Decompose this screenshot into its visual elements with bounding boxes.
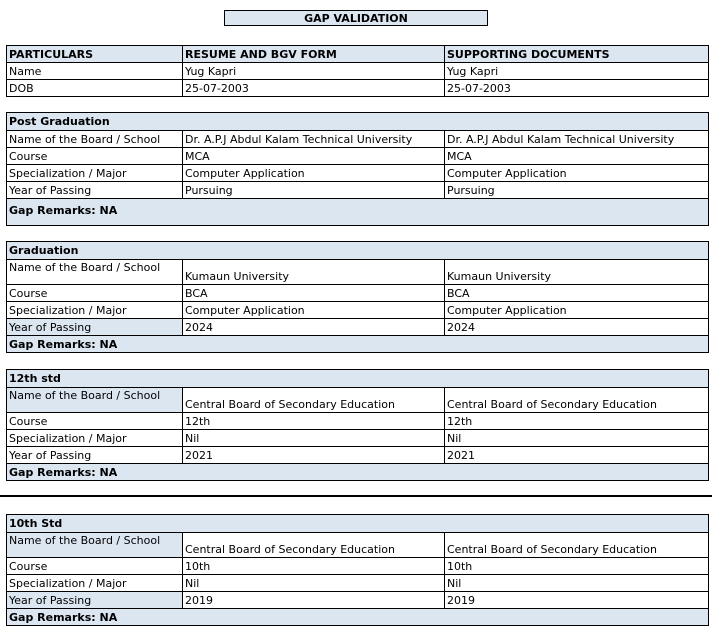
document-value: 25-07-2003 [445,80,709,97]
resume-value: Nil [183,430,445,447]
gap-remarks: Gap Remarks: NA [7,199,709,226]
row-label: Name of the Board / School [7,260,183,285]
resume-value: 12th [183,413,445,430]
document-value: 2024 [445,319,709,336]
row-label: Year of Passing [7,592,183,609]
table-row [7,388,709,413]
resume-value: Nil [183,575,445,592]
table-row [7,165,709,182]
section-post-graduation [6,112,709,226]
gap-remarks: Gap Remarks: NA [7,336,709,353]
table-row [7,447,709,464]
row-label: Year of Passing [7,182,183,199]
row-label: Course [7,413,183,430]
table-row [7,80,709,97]
table-row [7,63,709,80]
resume-value: 2024 [183,319,445,336]
row-label: Course [7,285,183,302]
row-label: Name [7,63,183,80]
section-title: Post Graduation [7,113,709,131]
section-10th-std [6,514,709,626]
gap-remarks: Gap Remarks: NA [7,609,709,626]
resume-value: Yug Kapri [183,63,445,80]
section-title: 12th std [7,370,709,388]
resume-value: 2019 [183,592,445,609]
table-row [7,319,709,336]
table-row [7,302,709,319]
document-value: Nil [445,430,709,447]
table-row [7,182,709,199]
table-row [7,533,709,558]
document-value: Nil [445,575,709,592]
document-value: Yug Kapri [445,63,709,80]
document-value: Computer Application [445,302,709,319]
resume-value: BCA [183,285,445,302]
row-label: DOB [7,80,183,97]
resume-value: Dr. A.P.J Abdul Kalam Technical University [183,131,445,148]
row-label: Course [7,558,183,575]
document-value: 10th [445,558,709,575]
column-header-documents: SUPPORTING DOCUMENTS [445,46,709,63]
row-label: Year of Passing [7,319,183,336]
particulars-table [6,45,709,97]
resume-value: 10th [183,558,445,575]
row-label: Specialization / Major [7,575,183,592]
row-label: Year of Passing [7,447,183,464]
document-value: Central Board of Secondary Education [445,533,709,558]
document-value: Dr. A.P.J Abdul Kalam Technical University [445,131,709,148]
resume-value: Computer Application [183,302,445,319]
page-title: GAP VALIDATION [224,10,488,26]
table-row [7,575,709,592]
document-value: BCA [445,285,709,302]
document-value: MCA [445,148,709,165]
document-value: 2019 [445,592,709,609]
row-label: Name of the Board / School [7,131,183,148]
resume-value: Central Board of Secondary Education [183,388,445,413]
section-title: Graduation [7,242,709,260]
table-header-row [7,46,709,63]
row-label: Name of the Board / School [7,388,183,413]
section-title: 10th Std [7,515,709,533]
document-value: Pursuing [445,182,709,199]
table-row [7,131,709,148]
row-label: Specialization / Major [7,430,183,447]
table-row [7,413,709,430]
row-label: Specialization / Major [7,302,183,319]
row-label: Name of the Board / School [7,533,183,558]
resume-value: 2021 [183,447,445,464]
gap-remarks: Gap Remarks: NA [7,464,709,481]
resume-value: Pursuing [183,182,445,199]
resume-value: MCA [183,148,445,165]
document-value: Computer Application [445,165,709,182]
table-row [7,430,709,447]
table-row [7,558,709,575]
document-value: Central Board of Secondary Education [445,388,709,413]
resume-value: Computer Application [183,165,445,182]
resume-value: Central Board of Secondary Education [183,533,445,558]
document-value: 12th [445,413,709,430]
section-graduation [6,241,709,353]
resume-value: Kumaun University [183,260,445,285]
row-label: Specialization / Major [7,165,183,182]
row-label: Course [7,148,183,165]
column-header-particulars: PARTICULARS [7,46,183,63]
document-value: Kumaun University [445,260,709,285]
section-12th-std [6,369,709,481]
table-row [7,285,709,302]
table-row [7,148,709,165]
divider [0,495,712,497]
column-header-resume: RESUME AND BGV FORM [183,46,445,63]
document-value: 2021 [445,447,709,464]
table-row [7,260,709,285]
resume-value: 25-07-2003 [183,80,445,97]
table-row [7,592,709,609]
